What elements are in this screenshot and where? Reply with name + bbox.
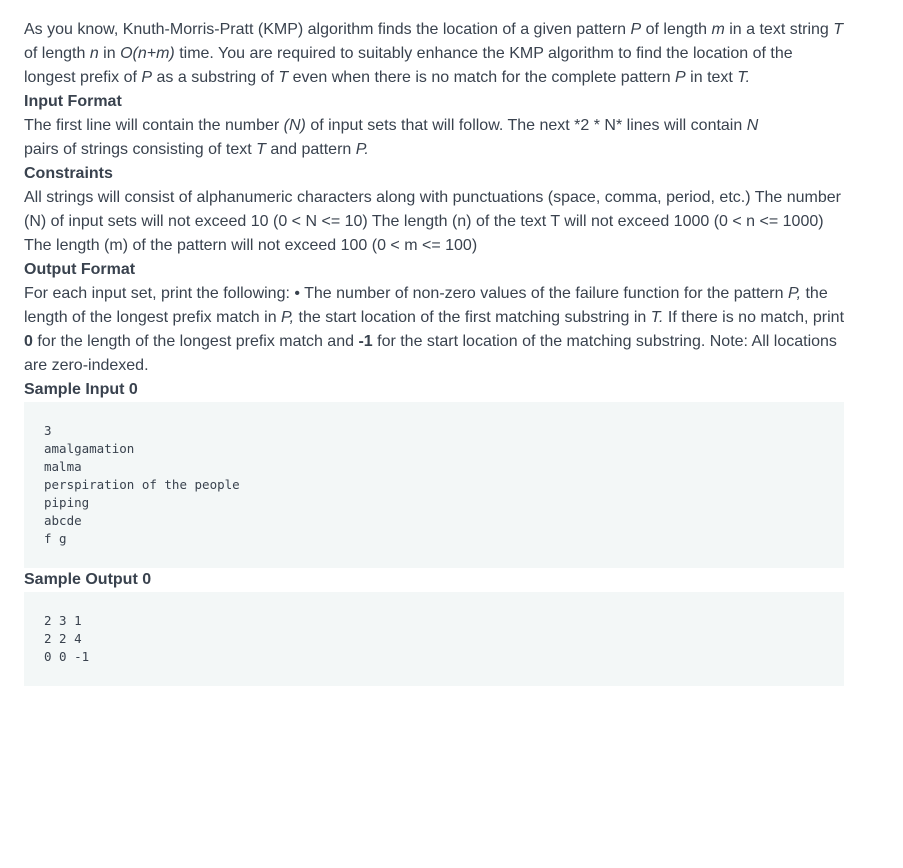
input-format-var: N <box>746 117 759 134</box>
output-format-paragraph <box>24 282 844 378</box>
output-format-text: If there is no match, print <box>663 309 845 326</box>
input-format-var: T <box>256 141 266 158</box>
intro-var: P <box>630 21 642 38</box>
input-format-text: of input sets that will follow. The next *2 * N* lines will contain <box>305 117 747 134</box>
input-format-var: (N) <box>283 117 306 134</box>
intro-var: T. <box>737 69 751 86</box>
intro-var: O(n+m) <box>120 45 175 62</box>
intro-var: T <box>833 21 844 38</box>
intro-var: T <box>278 69 289 86</box>
intro-text: in <box>98 45 121 62</box>
intro-var: m <box>711 21 725 38</box>
intro-text: even when there is no match for the complete pattern <box>288 69 676 86</box>
sample-output-heading: Sample Output 0 <box>24 571 152 588</box>
intro-text: in text <box>685 69 738 86</box>
intro-text: as a substring of <box>152 69 279 86</box>
intro-var: n <box>89 45 99 62</box>
intro-paragraph <box>24 0 844 90</box>
intro-text: As you know, Knuth-Morris-Pratt (KMP) algorithm finds the location of a given pattern <box>24 21 631 38</box>
input-format-text: and pattern <box>265 141 356 158</box>
output-format-bold: -1 <box>358 333 373 350</box>
constraints-paragraph: All strings will consist of alphanumeric characters along with punctuations (space, comma, period, etc.) The number (N) of input sets will not exceed 10 (0 < N <= 10) The length (n) of the text T will not exceed 1000 (0 < n <= 1000) The length (m) of the pattern will not exceed 100 (0 < m <= 100) <box>24 189 841 254</box>
sample-input-code: 3 amalgamation malma perspiration of the people piping abcde f g <box>24 402 844 568</box>
intro-text: of length <box>24 45 90 62</box>
intro-text: in a text string <box>724 21 834 38</box>
output-format-var: P, <box>281 309 295 326</box>
constraints-heading: Constraints <box>24 165 113 182</box>
output-format-text: the length of the longest prefix match in <box>24 285 828 326</box>
input-format-text: The first line will contain the number <box>24 117 284 134</box>
output-format-bold: 0 <box>24 333 33 350</box>
output-format-text: for the length of the longest prefix match and <box>32 333 359 350</box>
output-format-var: P, <box>787 285 802 302</box>
sample-output-code: 2 3 1 2 2 4 0 0 -1 <box>24 592 844 686</box>
output-format-heading: Output Format <box>24 261 136 278</box>
input-format-paragraph <box>24 114 844 162</box>
input-format-text: pairs of strings consisting of text <box>24 141 257 158</box>
sample-input-heading: Sample Input 0 <box>24 381 138 398</box>
intro-text: of length <box>641 21 712 38</box>
output-format-text: for the start location of the matching substring. Note: All locations are zero-indexed. <box>24 333 837 374</box>
intro-var: P <box>141 69 153 86</box>
input-format-heading: Input Format <box>24 93 122 110</box>
intro-var: P <box>675 69 686 86</box>
output-format-text: the start location of the first matching substring in <box>294 309 651 326</box>
intro-text: time. You are required to suitably enhance the KMP algorithm to find the location of the longest prefix of <box>24 45 793 86</box>
output-format-var: T. <box>650 309 664 326</box>
output-format-text: For each input set, print the following: • The number of non-zero values of the failure function for the pattern <box>24 285 788 302</box>
input-format-var: P. <box>355 141 369 158</box>
